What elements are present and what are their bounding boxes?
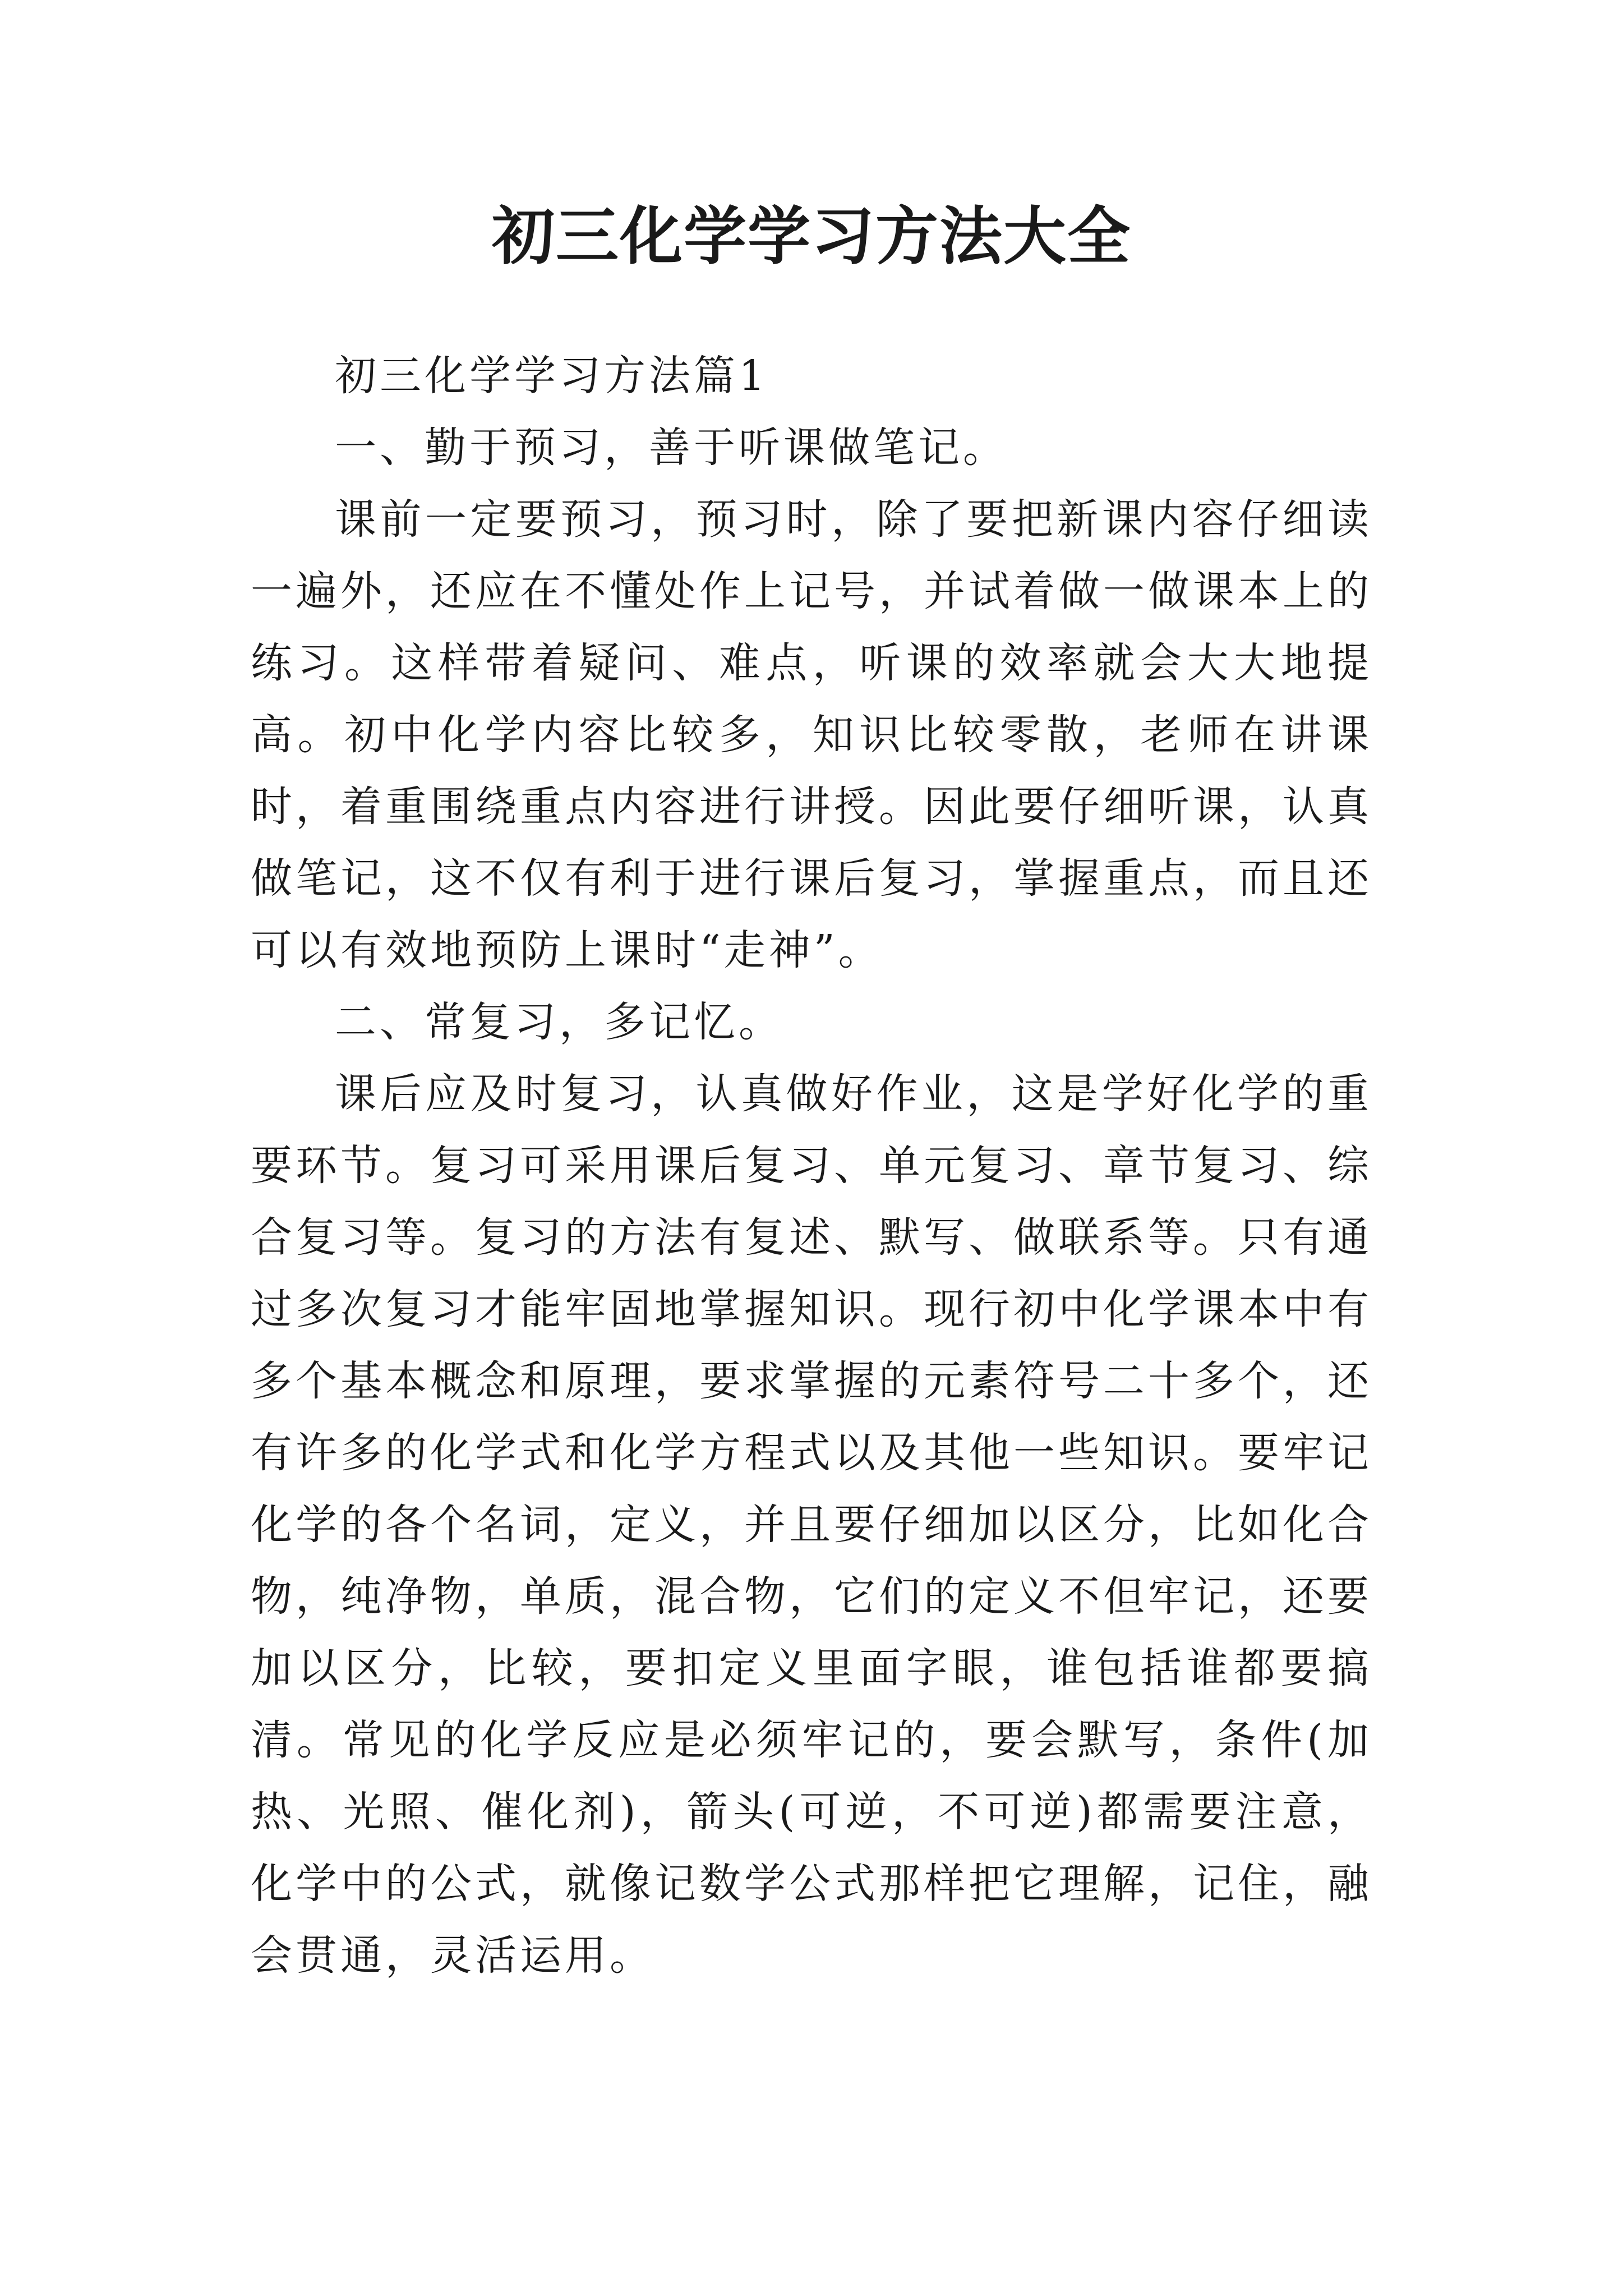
paragraph-review: 课后应及时复习，认真做好作业，这是学好化学的重要环节。复习可采用课后复习、单元复习、章节复习、综合复习等。复习的方法有复述、默写、做联系等。只有通过多次复习才能牢固地掌握知识。现行初中化学课本中有多个基本概念和原理，要求掌握的元素符号二十多个，还有许多的化学式和化学方程式以及其他一些知识。要牢记化学的各个名词，定义，并且要仔细加以区分，比如化合物，纯净物，单质，混合物，它们的定义不但牢记，还要加以区分，比较，要扣定义里面字眼，谁包括谁都要搞清。常见的化学反应是必须牢记的，要会默写，条件(加热、光照、催化剂)，箭头(可逆，不可逆)都需要注意，化学中的公式，就像记数学公式那样把它理解，记住，融会贯通，灵活运用。 (251, 1070, 1372, 1980)
section-heading: 初三化学学习方法篇1 (335, 352, 769, 400)
document-title: 初三化学学习方法大全 (492, 200, 1131, 273)
subheading-preview: 一、勤于预习，善于听课做笔记。 (335, 424, 1008, 472)
paragraph-preview: 课前一定要预习，预习时，除了要把新课内容仔细读一遍外，还应在不懂处作上记号，并试着做一做课本上的练习。这样带着疑问、难点，听课的效率就会大大地提高。初中化学内容比较多，知识比较零散，老师在讲课时，着重围绕重点内容进行讲授。因此要仔细听课，认真做笔记，这不仅有利于进行课后复习，掌握重点，而且还可以有效地预防上课时“走神”。 (251, 495, 1372, 974)
document-body (251, 340, 1372, 1991)
subheading-review: 二、常复习，多记忆。 (335, 998, 783, 1046)
